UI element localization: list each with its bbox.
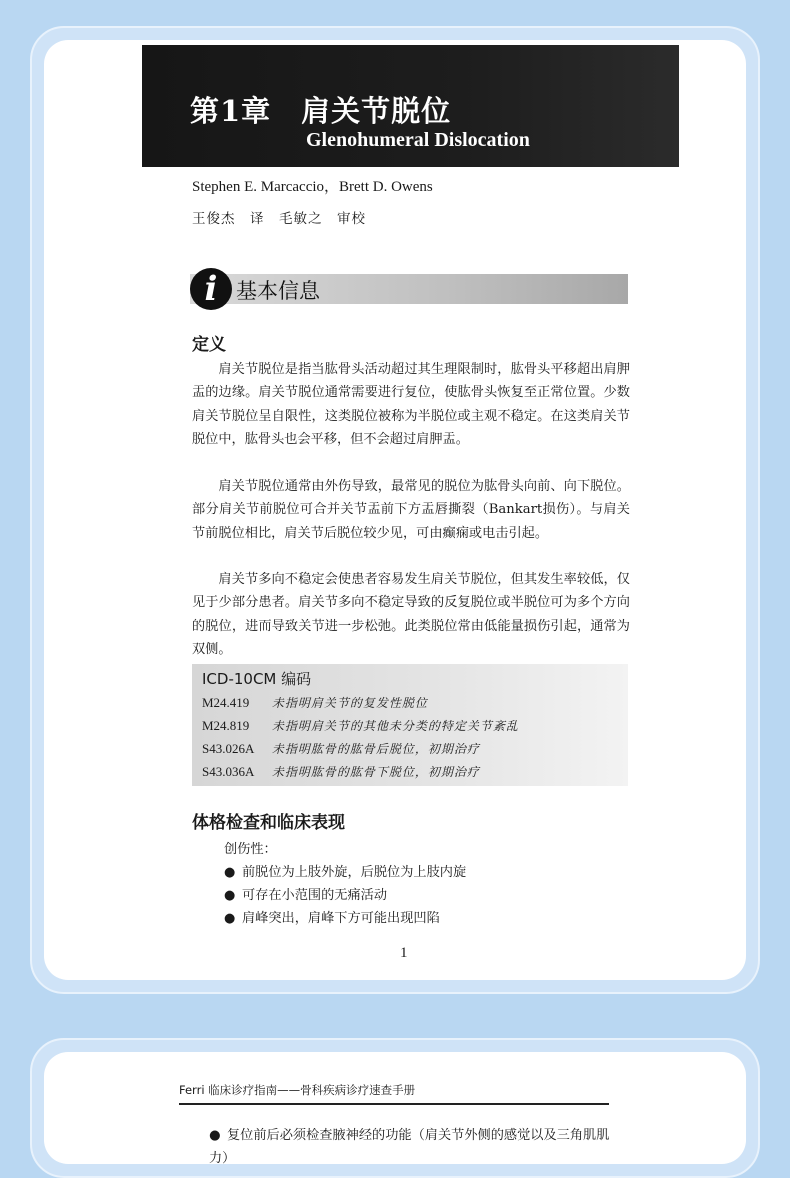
page-card-2: [30, 1038, 760, 1178]
list-item-text: 肩峰突出，肩峰下方可能出现凹陷: [242, 911, 440, 926]
list-item: [224, 907, 440, 926]
icd-row: [202, 763, 480, 780]
chapter-title-cn: 第1章 肩关节脱位: [190, 94, 452, 128]
icd-row: [202, 694, 428, 711]
icd-code: S43.036A: [202, 764, 255, 779]
chapter-banner: [142, 45, 679, 167]
definition-paragraph-2: 肩关节脱位通常由外伤导致，最常见的脱位为肱骨头向前、向下脱位。部分肩关节前脱位可合并关节盂前下方盂唇撕裂（Bankart损伤）。与肩关节前脱位相比，肩关节后脱位较少见，可由癫痫或电击引起。: [192, 479, 630, 541]
icd-code: S43.026A: [202, 741, 255, 756]
icd-code-box: [192, 664, 628, 786]
chapter-title-en: Glenohumeral Dislocation: [306, 129, 530, 151]
authors: Stephen E. Marcaccio，Brett D. Owens: [192, 179, 433, 195]
icd-description: 未指明肩关节的复发性脱位: [271, 696, 428, 710]
list-item-text: 前脱位为上肢外旋，后脱位为上肢内旋: [242, 865, 467, 880]
info-icon: i: [190, 268, 232, 310]
icd-description: 未指明肱骨的肱骨后脱位，初期治疗: [271, 742, 480, 756]
page-1: [44, 40, 746, 980]
page-card-1: [30, 26, 760, 994]
icd-code: M24.419: [202, 695, 250, 710]
icd-code: M24.819: [202, 718, 250, 733]
bullet-dot-icon: ●: [224, 888, 236, 903]
list-item-text: 可存在小范围的无痛活动: [242, 888, 388, 903]
section-title: 基本信息: [236, 279, 320, 303]
bullet-dot-icon: ●: [209, 1128, 221, 1143]
list-item: [224, 861, 466, 880]
icd-row: [202, 740, 480, 757]
running-head: Ferri 临床诊疗指南——骨科疾病诊疗速查手册: [179, 1082, 609, 1105]
exam-sub-label: 创伤性：: [224, 842, 277, 857]
bullet-dot-icon: ●: [224, 865, 236, 880]
page-2: [44, 1052, 746, 1164]
translators: 王俊杰 译 毛敏之 审校: [192, 211, 366, 227]
list-item-text: 复位前后必须检查腋神经的功能（肩关节外侧的感觉以及三角肌肌力）: [209, 1128, 610, 1166]
exam-heading: 体格检查和临床表现: [192, 813, 345, 833]
icd-row: [202, 717, 519, 734]
definition-paragraph-1: 肩关节脱位是指当肱骨头活动超过其生理限制时，肱骨头平移超出肩胛盂的边缘。肩关节脱位通常需要进行复位，使肱骨头恢复至正常位置。少数肩关节脱位呈自限性，这类脱位被称为半脱位或主观不稳定。在这类肩关节脱位中，肱骨头也会平移，但不会超过肩胛盂。: [192, 362, 630, 447]
list-item: [209, 1124, 629, 1170]
definition-heading: 定义: [192, 335, 226, 355]
definition-paragraph-3: 肩关节多向不稳定会使患者容易发生肩关节脱位，但其发生率较低，仅见于少部分患者。肩关节多向不稳定导致的反复脱位或半脱位可为多个方向的脱位，进而导致关节进一步松弛。此类脱位常由低能量损伤引起，通常为双侧。: [192, 572, 630, 657]
icd-description: 未指明肱骨的肱骨下脱位，初期治疗: [271, 765, 480, 779]
bullet-dot-icon: ●: [224, 911, 236, 926]
page-number: 1: [400, 945, 408, 961]
icd-title: ICD-10CM 编码: [202, 670, 312, 688]
list-item: [224, 884, 387, 903]
icd-description: 未指明肩关节的其他未分类的特定关节紊乱: [271, 719, 519, 733]
